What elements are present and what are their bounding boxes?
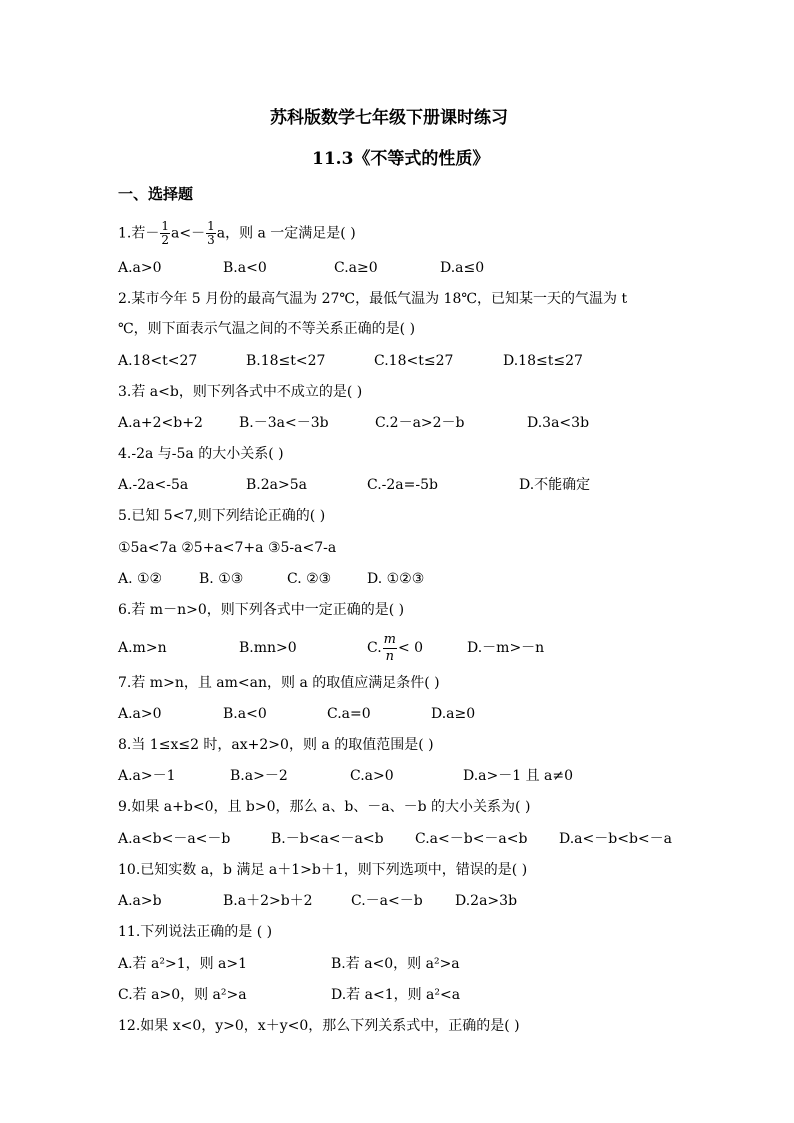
q2-option-d: D.18≤t≤27 [503, 353, 583, 369]
q4-option-d: D.不能确定 [519, 477, 591, 493]
q9-option-c: C.a<－b<－a<b [415, 831, 528, 847]
q1-mid: a<－ [171, 225, 206, 242]
q7-option-d: D.a≥0 [431, 706, 476, 722]
q5-option-c: C. ②③ [287, 571, 332, 587]
q6-option-b: B.mn>0 [239, 640, 297, 656]
q1-fraction-2: $\frac{1}{3}$ [207, 219, 215, 247]
question-9: 9.如果 a+b<0，且 b>0，那么 a、b、－a、－b 的大小关系为( ) [118, 799, 531, 815]
q10-option-b: B.a＋2>b＋2 [223, 893, 313, 909]
question-6: 6.若 m－n>0，则下列各式中一定正确的是( ) [118, 602, 405, 618]
q9-option-b: B.－b<a<－a<b [271, 831, 384, 847]
q1-option-b: B.a<0 [223, 260, 267, 276]
q6-option-d: D.－m>－n [467, 640, 545, 656]
q4-option-b: B.2a>5a [246, 477, 307, 493]
q4-option-c: C.-2a=-5b [367, 477, 438, 493]
question-12: 12.如果 x<0，y>0，x＋y<0，那么下列关系式中，正确的是( ) [118, 1018, 520, 1034]
question-10: 10.已知实数 a，b 满足 a＋1>b＋1，则下列选项中，错误的是( ) [118, 862, 528, 878]
q1-option-c: C.a≥0 [334, 260, 378, 276]
q8-option-a: A.a>－1 [118, 768, 176, 784]
q11-option-a: A.若 a²>1，则 a>1 [118, 956, 248, 972]
q3-option-a: A.a+2<b+2 [118, 415, 203, 431]
q10-option-c: C.－a<－b [351, 893, 423, 909]
q10-option-a: A.a>b [118, 893, 162, 909]
question-2-line-1: 2.某市今年 5 月份的最高气温为 27℃，最低气温为 18℃，已知某一天的气温为 t [118, 291, 628, 307]
q1-option-a: A.a>0 [118, 260, 162, 276]
q3-option-d: D.3a<3b [527, 415, 590, 431]
page-subtitle: 11.3《不等式的性质》 [312, 149, 490, 169]
q1-option-d: D.a≤0 [440, 260, 485, 276]
question-4: 4.-2a 与-5a 的大小关系( ) [118, 446, 284, 462]
q5-option-d: D. ①②③ [367, 571, 425, 587]
question-3: 3.若 a<b，则下列各式中不成立的是( ) [118, 384, 363, 400]
q8-option-b: B.a>－2 [230, 768, 288, 784]
question-2-line-2: ℃，则下面表示气温之间的不等关系正确的是( ) [118, 321, 416, 337]
q2-option-c: C.18<t≤27 [374, 353, 454, 369]
q8-option-c: C.a>0 [350, 768, 394, 784]
question-8: 8.当 1≤x≤2 时，ax+2>0，则 a 的取值范围是( ) [118, 737, 434, 753]
q5-option-b: B. ①③ [199, 571, 244, 587]
q6-option-c-suffix: < 0 [398, 640, 424, 656]
q6-option-c-fraction: $\frac{m}{n}$ [383, 631, 396, 664]
q10-option-d: D.2a>3b [455, 893, 518, 909]
q6-option-c-prefix: C. [367, 640, 382, 656]
q11-option-b: B.若 a<0，则 a²>a [331, 956, 460, 972]
q2-option-b: B.18≤t<27 [246, 353, 326, 369]
q9-option-a: A.a<b<－a<－b [118, 831, 231, 847]
q7-option-a: A.a>0 [118, 706, 162, 722]
q11-option-c: C.若 a>0，则 a²>a [118, 987, 247, 1003]
q7-option-c: C.a=0 [327, 706, 371, 722]
q6-option-c [367, 628, 423, 668]
question-5: 5.已知 5<7,则下列结论正确的( ) [118, 508, 326, 524]
q2-option-a: A.18<t<27 [118, 353, 198, 369]
question-11: 11.下列说法正确的是 ( ) [118, 924, 273, 940]
page-title: 苏科版数学七年级下册课时练习 [270, 108, 508, 128]
question-1 [118, 220, 356, 247]
q3-option-c: C.2－a>2－b [375, 415, 465, 431]
q4-option-a: A.-2a<-5a [118, 477, 189, 493]
q1-prefix: 1.若－ [118, 225, 160, 242]
section-heading: 一、选择题 [118, 185, 194, 203]
question-7: 7.若 m>n，且 am<an，则 a 的取值应满足条件( ) [118, 675, 440, 691]
q11-option-d: D.若 a<1，则 a²<a [331, 987, 461, 1003]
q1-suffix: a，则 a 一定满足是( ) [216, 225, 356, 242]
q9-option-d: D.a<－b<b<－a [559, 831, 672, 847]
q5-option-a: A. ①② [118, 571, 163, 587]
q6-option-a: A.m>n [118, 640, 167, 656]
q3-option-b: B.－3a<－3b [239, 415, 329, 431]
q8-option-d: D.a>－1 且 a≠0 [463, 768, 574, 784]
q5-statements: ①5a<7a ②5+a<7+a ③5-a<7-a [118, 540, 337, 556]
q1-fraction-1: $\frac{1}{2}$ [161, 219, 169, 247]
q7-option-b: B.a<0 [223, 706, 267, 722]
